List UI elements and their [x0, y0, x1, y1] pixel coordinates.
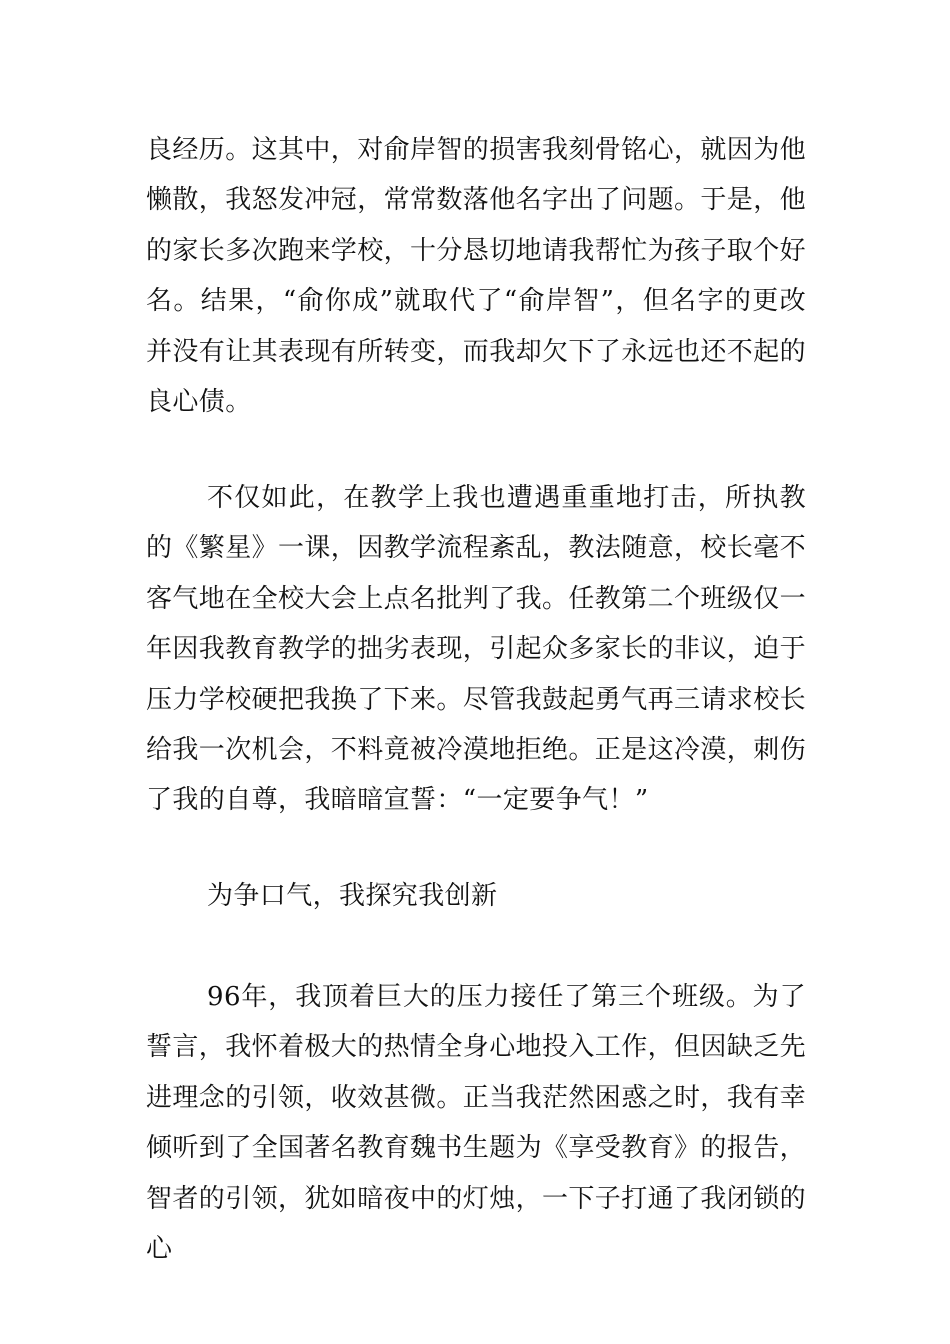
paragraph-teaching-setbacks: 不仅如此，在教学上我也遭遇重重地打击，所执教的《繁星》一课，因教学流程紊乱，教法随意，校长毫不客气地在全校大会上点名批判了我。任教第二个班级仅一年因我教育教学的拙劣表现，引起众多家长的非议，迫于压力学校硬把我换了下来。尽管我鼓起勇气再三请求校长给我一次机会，不料竟被冷漠地拒绝。正是这冷漠，刺伤了我的自尊，我暗暗宣誓：“一定要争气！”	[146, 483, 807, 816]
paragraph-continuation: 良经历。这其中，对俞岸智的损害我刻骨铭心，就因为他懒散，我怒发冲冠，常常数落他名字出了问题。于是，他的家长多次跑来学校，十分恳切地请我帮忙为孩子取个好名。结果，“俞你成”就取代了“俞岸智”，但名字的更改并没有让其表现有所转变，而我却欠下了永远也还不起的良心债。	[146, 135, 807, 418]
paragraph-third-class: 96年，我顶着巨大的压力接任了第三个班级。为了誓言，我怀着极大的热情全身心地投入工作，但因缺乏先进理念的引领，收效甚微。正当我茫然困惑之时，我有幸倾听到了全国著名教育魏书生题为《享受教育》的报告，智者的引领，犹如暗夜中的灯烛，一下子打通了我闭锁的心	[146, 982, 807, 1265]
section-heading: 为争口气，我探究我创新	[207, 881, 498, 911]
